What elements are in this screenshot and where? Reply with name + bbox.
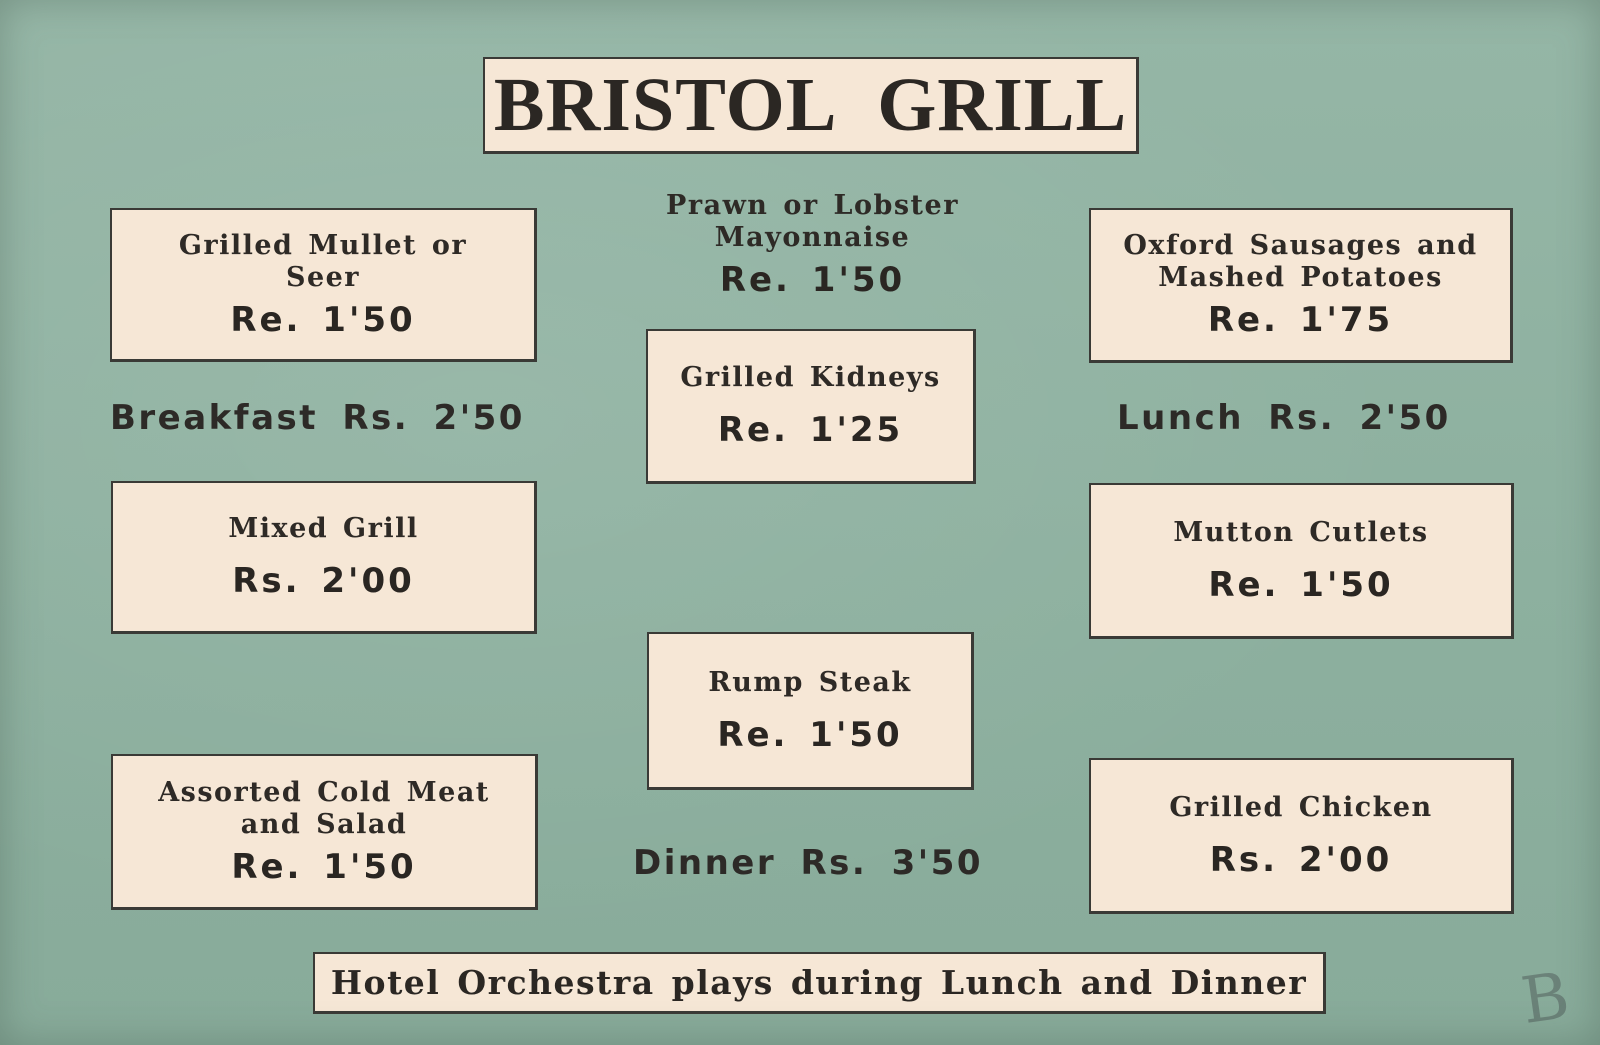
- menu-item-kidneys: [646, 329, 976, 484]
- menu-item-mullet: [110, 208, 537, 362]
- item-price: Rs. 2'00: [232, 561, 415, 602]
- item-name: Prawn or Lobster: [666, 190, 959, 221]
- meal-lunch: Lunch Rs. 2'50: [1117, 398, 1451, 438]
- menu-item-mixed-grill: [111, 481, 537, 634]
- item-price: Re. 1'50: [231, 846, 417, 887]
- footer-panel: [313, 952, 1326, 1014]
- menu-item-chicken: [1089, 758, 1514, 914]
- item-name: Seer: [285, 261, 361, 293]
- item-price: Re. 1'50: [719, 259, 906, 300]
- item-name: and Salad: [240, 808, 408, 840]
- menu-item-cutlets: [1089, 483, 1514, 639]
- menu-item-sausages: [1089, 208, 1513, 363]
- item-name: Assorted Cold Meat: [158, 776, 490, 808]
- item-name: Rump Steak: [708, 666, 912, 698]
- menu-title: BRISTOL GRILL: [493, 63, 1128, 147]
- item-price: Re. 1'25: [717, 410, 904, 451]
- item-price: Rs. 2'00: [1209, 839, 1393, 880]
- title-panel: [483, 57, 1139, 154]
- pencil-mark: B: [1517, 959, 1574, 1039]
- menu-item-prawn: [640, 190, 985, 299]
- footer-note: Hotel Orchestra plays during Lunch and Dinner: [330, 963, 1308, 1002]
- item-name: Mutton Cutlets: [1173, 516, 1429, 548]
- meal-dinner: Dinner Rs. 3'50: [633, 843, 984, 883]
- menu-item-rump-steak: [647, 632, 974, 790]
- item-name: Grilled Chicken: [1169, 791, 1433, 823]
- item-name: Grilled Mullet or: [178, 229, 468, 261]
- item-price: Re. 1'75: [1207, 300, 1394, 341]
- item-name: Grilled Kidneys: [680, 362, 941, 394]
- item-name: Oxford Sausages and: [1123, 230, 1478, 262]
- item-price: Re. 1'50: [717, 714, 903, 755]
- menu-item-cold-meat: [111, 754, 538, 910]
- item-price: Re. 1'50: [230, 299, 416, 340]
- item-name: Mashed Potatoes: [1158, 262, 1443, 294]
- item-price: Re. 1'50: [1208, 564, 1394, 605]
- meal-breakfast: Breakfast Rs. 2'50: [110, 398, 525, 438]
- item-name: Mayonnaise: [714, 221, 911, 253]
- item-name: Mixed Grill: [228, 513, 419, 545]
